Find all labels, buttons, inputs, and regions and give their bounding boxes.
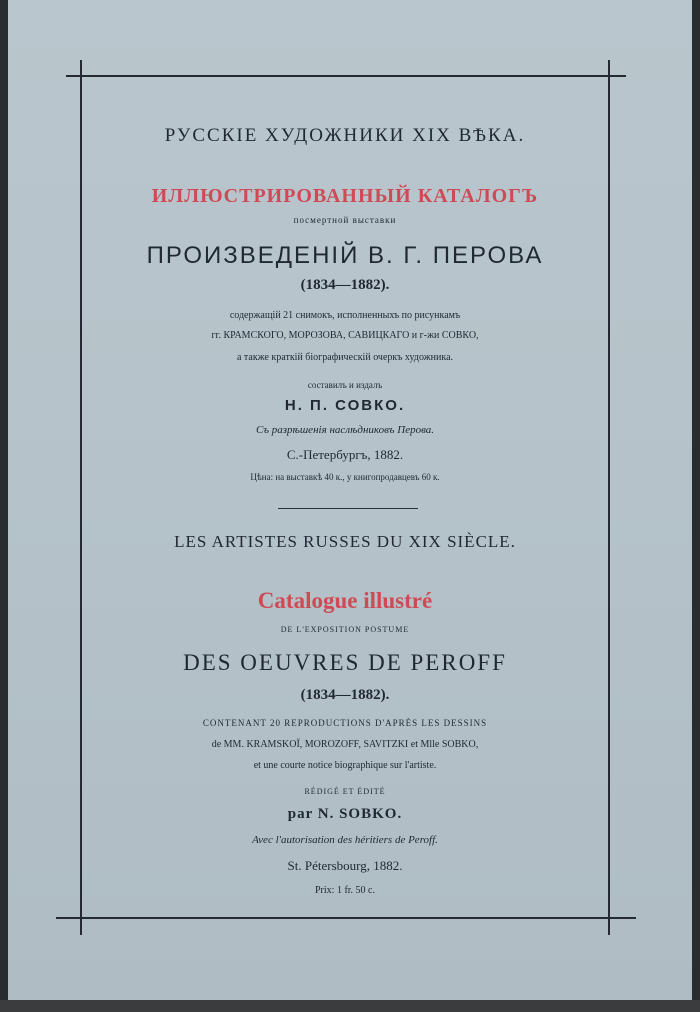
section-divider	[278, 508, 418, 509]
fr-catalog-title: Catalogue illustré	[257, 588, 433, 613]
ru-city-year: С.-Петербургъ, 1882.	[286, 447, 404, 462]
ru-permission: Съ разрѣшенія наслѣдниковъ Перова.	[255, 424, 435, 436]
ru-series-title: РУССКІЕ ХУДОЖНИКИ XIX ВѢКА.	[164, 125, 526, 146]
fr-exhibition-line: DE L'EXPOSITION POSTUME	[280, 625, 410, 634]
fr-years: (1834—1882).	[300, 687, 390, 703]
ru-works-title: ПРОИЗВЕДЕНІЙ В. Г. ПЕРОВА	[146, 242, 544, 269]
ru-price: Цѣна: на выставкѣ 40 к., у книгопродавцевъ 60 к.	[250, 472, 440, 482]
fr-description-line-2: de MM. KRAMSKOÏ, MOROZOFF, SAVITZKI et Mlle SOBKO,	[211, 739, 479, 750]
fr-author: par N. SOBKO.	[287, 806, 403, 822]
ru-description-line-3: а также краткій біографическій очеркъ художника.	[236, 352, 454, 363]
ru-years: (1834—1882).	[300, 277, 390, 293]
ru-catalog-title: ИЛЛЮСТРИРОВАННЫЙ КАТАЛОГЪ	[151, 185, 539, 207]
border-bottom-rule	[56, 917, 636, 919]
fr-compiled-by: RÉDIGÉ ET ÉDITÉ	[304, 787, 386, 796]
fr-description-line-3: et une courte notice biographique sur l'artiste.	[253, 760, 437, 771]
fr-series-title: LES ARTISTES RUSSES DU XIX SIÈCLE.	[174, 532, 516, 551]
fr-description-line-1: CONTENANT 20 REPRODUCTIONS D'APRÈS LES DESSINS	[202, 718, 488, 728]
fr-city-year: St. Pétersbourg, 1882.	[287, 858, 403, 873]
ru-compiled-by: составилъ и издалъ	[307, 380, 383, 390]
ru-description-line-1: содержащій 21 снимокъ, исполненныхъ по рисункамъ	[229, 310, 461, 321]
page-shadow	[0, 1000, 700, 1012]
ru-description-line-2: гг. КРАМСКОГО, МОРОЗОВА, САВИЦКАГО и г-жи СОВКО,	[211, 330, 479, 341]
fr-works-title: DES OEUVRES DE PEROFF	[183, 650, 507, 675]
ru-exhibition-line: посмертной выставки	[293, 215, 397, 225]
border-top-rule	[66, 75, 626, 77]
ru-author: Н. П. СОВКО.	[284, 397, 406, 414]
fr-price: Prix: 1 fr. 50 c.	[315, 885, 375, 896]
fr-permission: Avec l'autorisation des héritiers de Peroff.	[252, 834, 438, 846]
